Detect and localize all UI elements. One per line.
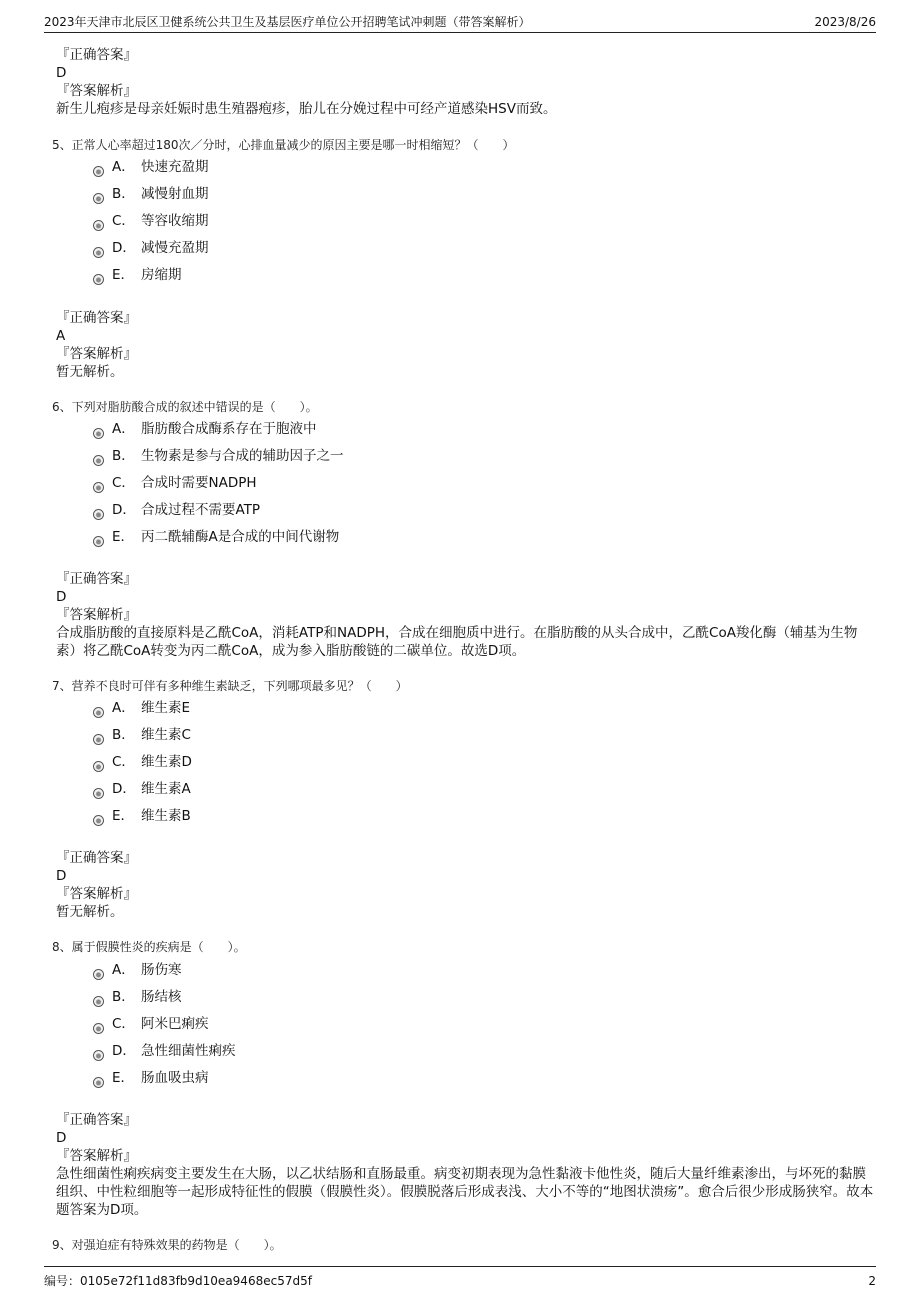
- correct-answer-label: 『正确答案』: [56, 850, 137, 866]
- radio-icon[interactable]: [93, 166, 104, 177]
- correct-answer-label: 『正确答案』: [56, 47, 137, 63]
- correct-answer-value: A: [56, 328, 66, 344]
- question-title: 5、正常人心率超过180次／分时，心排血量减少的原因主要是哪一时相缩短？（ ）: [52, 138, 515, 152]
- answer-block: [56, 46, 876, 118]
- option-e[interactable]: E． 房缩期: [93, 266, 182, 284]
- option-b[interactable]: B． 生物素是参与合成的辅助因子之一: [93, 447, 344, 465]
- option-d[interactable]: D． 急性细菌性痢疾: [93, 1042, 236, 1060]
- option-c[interactable]: C． 阿米巴痢疾: [93, 1015, 209, 1033]
- radio-icon[interactable]: [93, 1077, 104, 1088]
- correct-answer-label: 『正确答案』: [56, 1112, 137, 1128]
- option-d[interactable]: D． 维生素A: [93, 780, 191, 798]
- analysis-text: 急性细菌性痢疾病变主要发生在大肠，以乙状结肠和直肠最重。病变初期表现为急性黏液卡他性炎，随后大量纤维素渗出，与坏死的黏膜组织、中性粒细胞等一起形成特征性的假膜（假膜性炎）。假膜脱落后形成表浅、大小不等的“地图状溃疡”。愈合后很少形成肠狭窄。故本题答案为D项。: [56, 1166, 874, 1218]
- option-a[interactable]: A． 脂肪酸合成酶系存在于胞液中: [93, 420, 317, 438]
- radio-icon[interactable]: [93, 274, 104, 285]
- page-footer: [44, 1266, 876, 1291]
- analysis-text: 合成脂肪酸的直接原料是乙酰CoA，消耗ATP和NADPH，合成在细胞质中进行。在脂肪酸的从头合成中，乙酰CoA羧化酶（辅基为生物素）将乙酰CoA转变为丙二酰CoA，成为参入脂肪酸链的二碳单位。故选D项。: [56, 625, 858, 659]
- analysis-label: 『答案解析』: [56, 886, 137, 902]
- radio-icon[interactable]: [93, 788, 104, 799]
- analysis-text: 新生儿疱疹是母亲妊娠时患生殖器疱疹，胎儿在分娩过程中可经产道感染HSV而致。: [56, 101, 557, 117]
- option-a[interactable]: A． 维生素E: [93, 699, 190, 717]
- document-date: 2023/8/26: [814, 15, 876, 29]
- option-e[interactable]: E． 丙二酰辅酶A是合成的中间代谢物: [93, 528, 339, 546]
- document-code: 编号：0105e72f11d83fb9d10ea9468ec57d5f: [44, 1274, 312, 1288]
- question-title: 7、营养不良时可伴有多种维生素缺乏，下列哪项最多见？（ ）: [52, 679, 408, 693]
- option-e[interactable]: E． 维生素B: [93, 807, 191, 825]
- analysis-text: 暂无解析。: [56, 364, 124, 380]
- correct-answer-value: D: [56, 868, 67, 884]
- analysis-label: 『答案解析』: [56, 83, 137, 99]
- option-b[interactable]: B． 维生素C: [93, 726, 191, 744]
- page-header: [44, 12, 876, 33]
- radio-icon[interactable]: [93, 1050, 104, 1061]
- option-a[interactable]: A． 肠伤寒: [93, 961, 182, 979]
- radio-icon[interactable]: [93, 761, 104, 772]
- option-c[interactable]: C． 合成时需要NADPH: [93, 474, 257, 492]
- answer-block: [56, 309, 876, 381]
- option-a[interactable]: A． 快速充盈期: [93, 158, 209, 176]
- option-e[interactable]: E． 肠血吸虫病: [93, 1069, 209, 1087]
- radio-icon[interactable]: [93, 482, 104, 493]
- radio-icon[interactable]: [93, 428, 104, 439]
- document-title: 2023年天津市北辰区卫健系统公共卫生及基层医疗单位公开招聘笔试冲刺题（带答案解析）: [44, 15, 531, 29]
- option-d[interactable]: D． 减慢充盈期: [93, 239, 209, 257]
- question-title: 6、下列对脂肪酸合成的叙述中错误的是（ ）。: [52, 400, 318, 414]
- page-number: 2: [868, 1274, 876, 1288]
- analysis-label: 『答案解析』: [56, 346, 137, 362]
- correct-answer-value: D: [56, 589, 67, 605]
- radio-icon[interactable]: [93, 815, 104, 826]
- radio-icon[interactable]: [93, 996, 104, 1007]
- radio-icon[interactable]: [93, 193, 104, 204]
- answer-block: [56, 1111, 876, 1219]
- question-title: 8、属于假膜性炎的疾病是（ ）。: [52, 940, 246, 954]
- radio-icon[interactable]: [93, 455, 104, 466]
- radio-icon[interactable]: [93, 509, 104, 520]
- option-b[interactable]: B． 肠结核: [93, 988, 182, 1006]
- correct-answer-value: D: [56, 65, 67, 81]
- radio-icon[interactable]: [93, 707, 104, 718]
- option-b[interactable]: B． 减慢射血期: [93, 185, 209, 203]
- answer-block: [56, 849, 876, 921]
- radio-icon[interactable]: [93, 969, 104, 980]
- option-c[interactable]: C． 维生素D: [93, 753, 192, 771]
- answer-block: [56, 570, 876, 660]
- radio-icon[interactable]: [93, 734, 104, 745]
- option-c[interactable]: C． 等容收缩期: [93, 212, 209, 230]
- radio-icon[interactable]: [93, 220, 104, 231]
- radio-icon[interactable]: [93, 536, 104, 547]
- correct-answer-value: D: [56, 1130, 67, 1146]
- option-d[interactable]: D． 合成过程不需要ATP: [93, 501, 260, 519]
- analysis-text: 暂无解析。: [56, 904, 124, 920]
- question-title: 9、对强迫症有特殊效果的药物是（ ）。: [52, 1238, 282, 1252]
- radio-icon[interactable]: [93, 1023, 104, 1034]
- correct-answer-label: 『正确答案』: [56, 310, 137, 326]
- analysis-label: 『答案解析』: [56, 607, 137, 623]
- correct-answer-label: 『正确答案』: [56, 571, 137, 587]
- analysis-label: 『答案解析』: [56, 1148, 137, 1164]
- radio-icon[interactable]: [93, 247, 104, 258]
